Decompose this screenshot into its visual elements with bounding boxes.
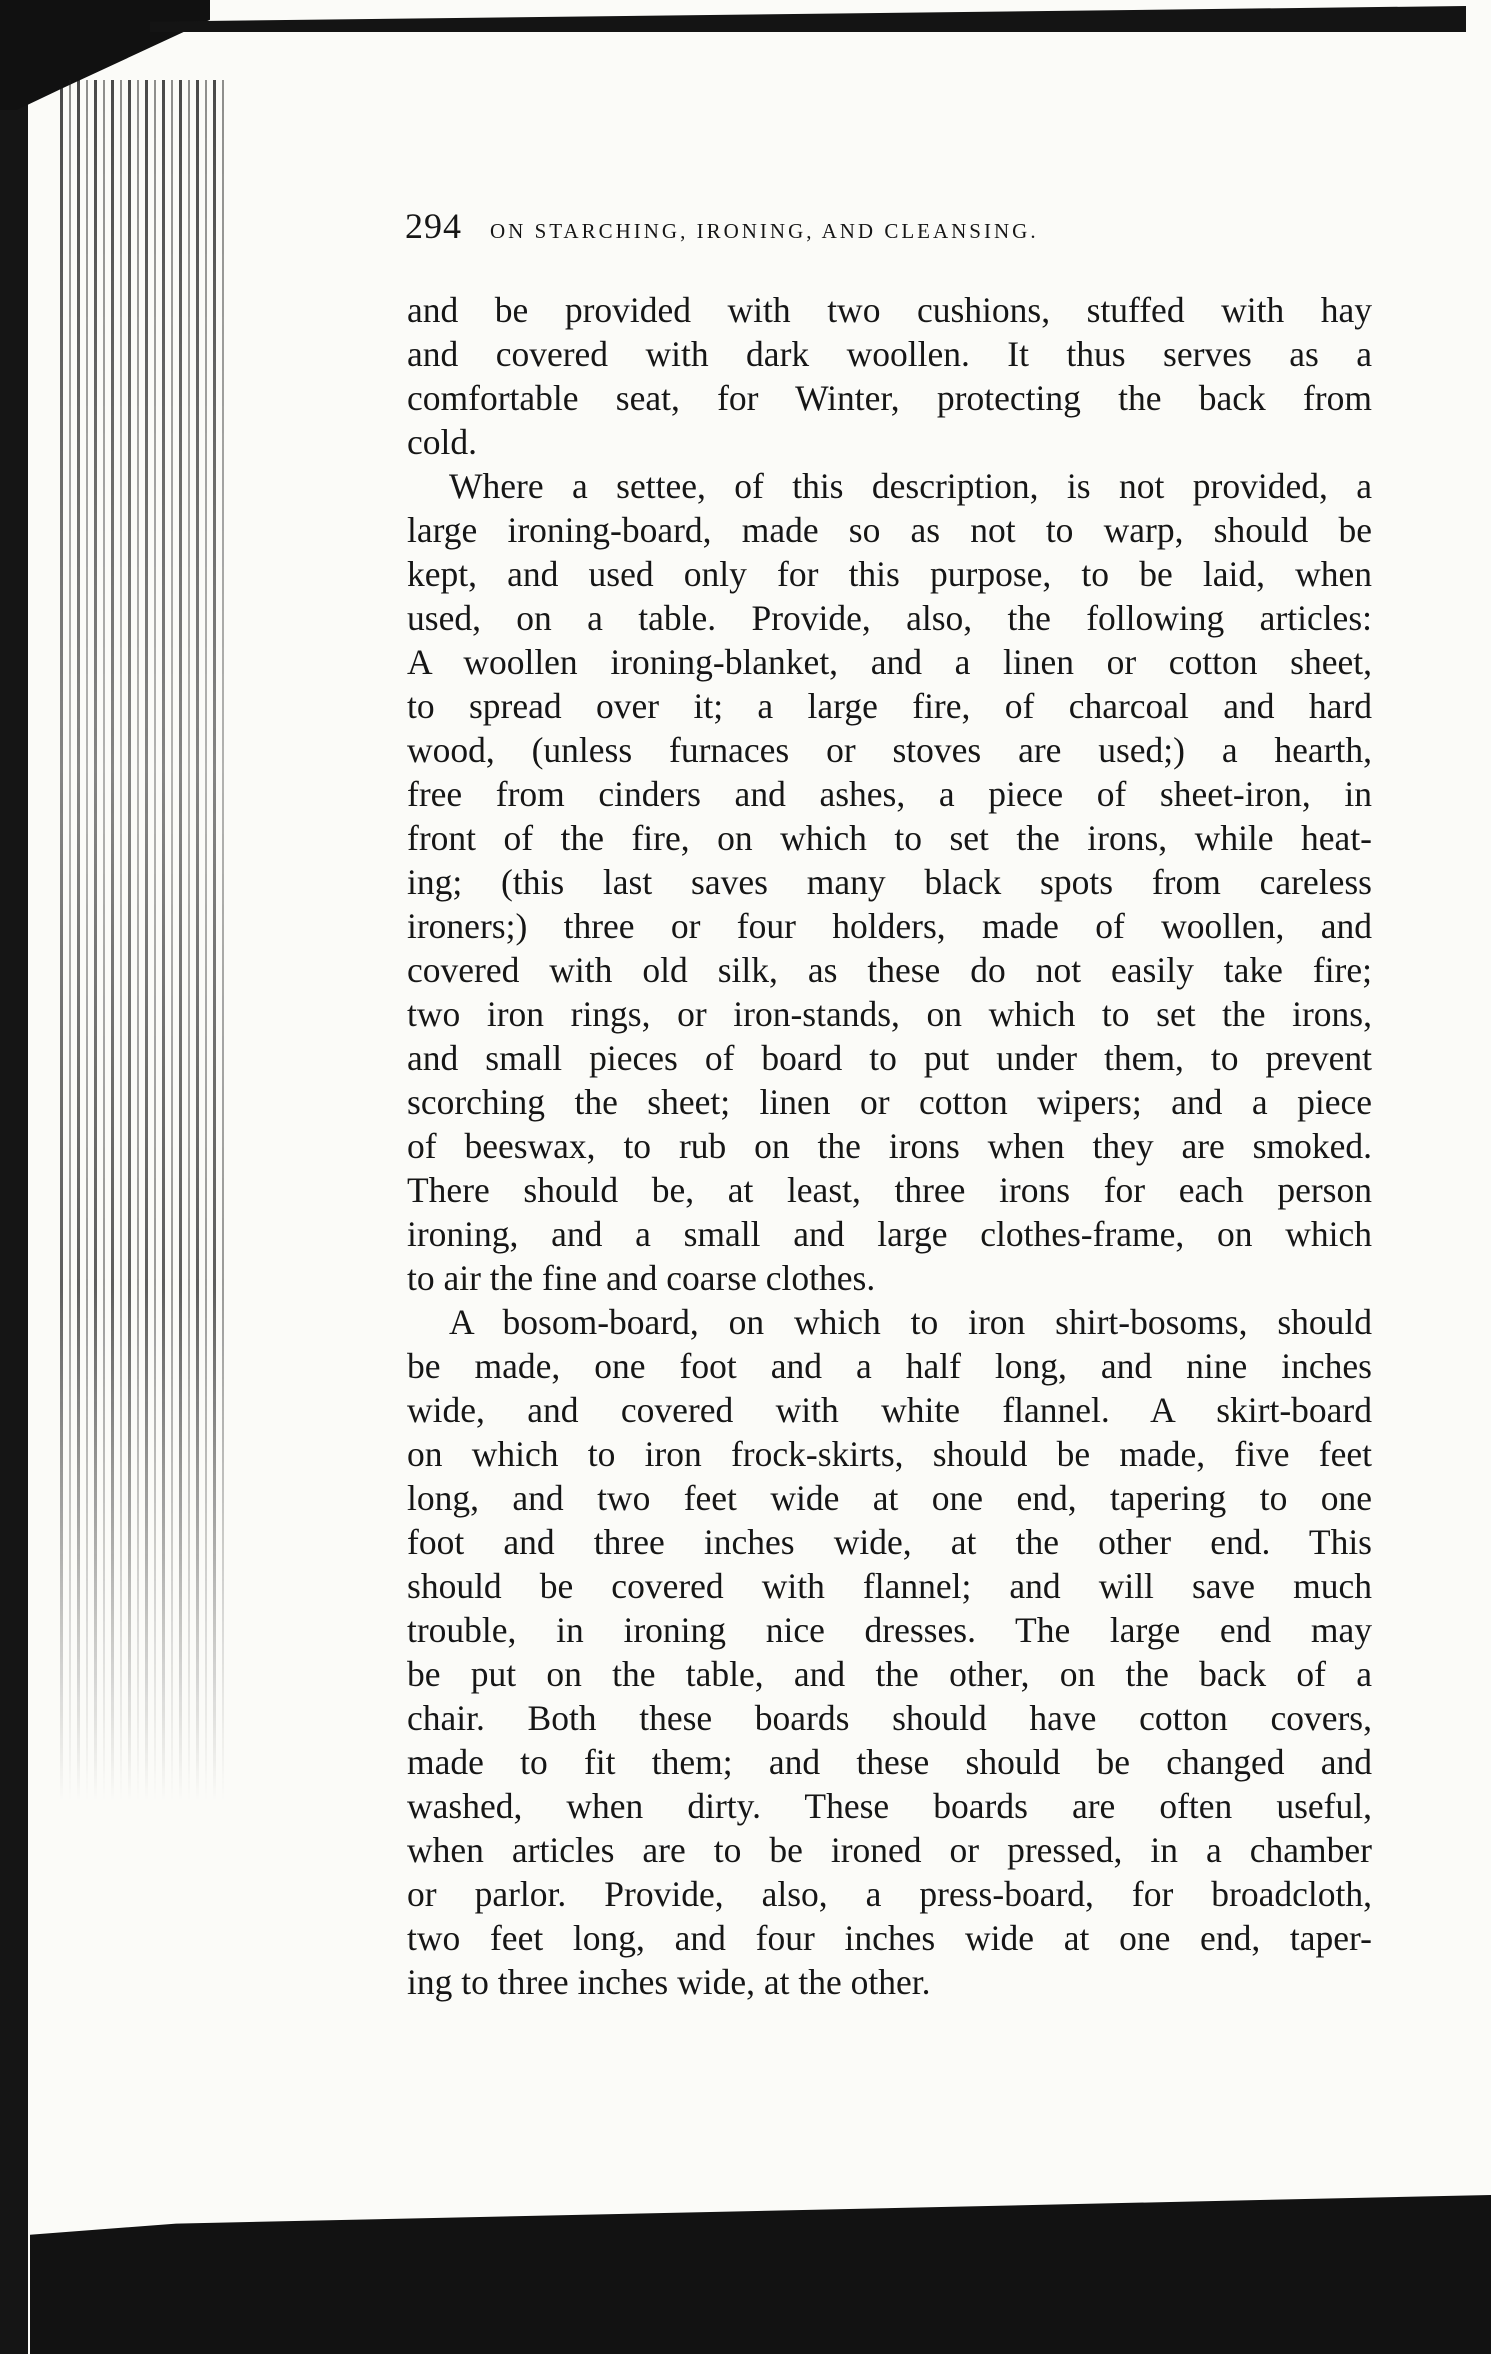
text-line: and be provided with two cushions, stuffed with hay	[407, 290, 1372, 330]
text-line: wood, (unless furnaces or stoves are used;) a hearth,	[407, 730, 1372, 770]
text-line: to spread over it; a large fire, of charcoal and hard	[407, 686, 1372, 726]
text-line: ironing, and a small and large clothes-frame, on which	[407, 1214, 1372, 1254]
text-line: of beeswax, to rub on the irons when they are smoked.	[407, 1126, 1372, 1166]
text-line: front of the fire, on which to set the irons, while heat-	[407, 818, 1372, 858]
text-line: two feet long, and four inches wide at one end, taper-	[407, 1918, 1372, 1958]
body-text	[407, 288, 1372, 2004]
text-line: foot and three inches wide, at the other end. This	[407, 1522, 1372, 1562]
text-line: or parlor. Provide, also, a press-board, for broadcloth,	[407, 1874, 1372, 1914]
text-line: be made, one foot and a half long, and nine inches	[407, 1346, 1372, 1386]
running-title: ON STARCHING, IRONING, AND CLEANSING.	[490, 219, 1039, 243]
text-line: cold.	[407, 422, 477, 462]
text-line: comfortable seat, for Winter, protecting the back from	[407, 378, 1372, 418]
text-line: scorching the sheet; linen or cotton wipers; and a piece	[407, 1082, 1372, 1122]
scan-left-edge	[0, 0, 28, 2354]
text-line: washed, when dirty. These boards are often useful,	[407, 1786, 1372, 1826]
text-line: ing to three inches wide, at the other.	[407, 1962, 931, 2002]
text-line: and covered with dark woollen. It thus serves as a	[407, 334, 1372, 374]
text-line: A woollen ironing-blanket, and a linen or cotton sheet,	[407, 642, 1372, 682]
text-line: ironers;) three or four holders, made of woollen, and	[407, 906, 1372, 946]
text-line: covered with old silk, as these do not easily take fire;	[407, 950, 1372, 990]
text-line: and small pieces of board to put under them, to prevent	[407, 1038, 1372, 1078]
text-line: two iron rings, or iron-stands, on which to set the irons,	[407, 994, 1372, 1034]
text-line: on which to iron frock-skirts, should be made, five feet	[407, 1434, 1372, 1474]
text-line: ing; (this last saves many black spots from careless	[407, 862, 1372, 902]
text-line: to air the fine and coarse clothes.	[407, 1258, 876, 1298]
text-line: trouble, in ironing nice dresses. The large end may	[407, 1610, 1372, 1650]
text-line: used, on a table. Provide, also, the following articles:	[407, 598, 1372, 638]
page-number: 294	[405, 206, 462, 246]
running-head	[405, 205, 1375, 255]
scan-bottom-edge	[30, 2195, 1491, 2354]
text-line: large ironing-board, made so as not to warp, should be	[407, 510, 1372, 550]
text-line: should be covered with flannel; and will save much	[407, 1566, 1372, 1606]
text-line: chair. Both these boards should have cotton covers,	[407, 1698, 1372, 1738]
text-line: Where a settee, of this description, is not provided, a	[449, 466, 1372, 506]
text-line: when articles are to be ironed or pressed, in a chamber	[407, 1830, 1372, 1870]
text-line: kept, and used only for this purpose, to be laid, when	[407, 554, 1372, 594]
book-binding-shadow	[60, 80, 230, 1800]
text-line: free from cinders and ashes, a piece of sheet-iron, in	[407, 774, 1372, 814]
text-line: long, and two feet wide at one end, tapering to one	[407, 1478, 1372, 1518]
text-line: A bosom-board, on which to iron shirt-bosoms, should	[449, 1302, 1372, 1342]
text-line: made to fit them; and these should be changed and	[407, 1742, 1372, 1782]
scan-top-edge	[150, 6, 1466, 32]
text-line: be put on the table, and the other, on the back of a	[407, 1654, 1372, 1694]
text-line: wide, and covered with white flannel. A skirt-board	[407, 1390, 1372, 1430]
text-line: There should be, at least, three irons for each person	[407, 1170, 1372, 1210]
